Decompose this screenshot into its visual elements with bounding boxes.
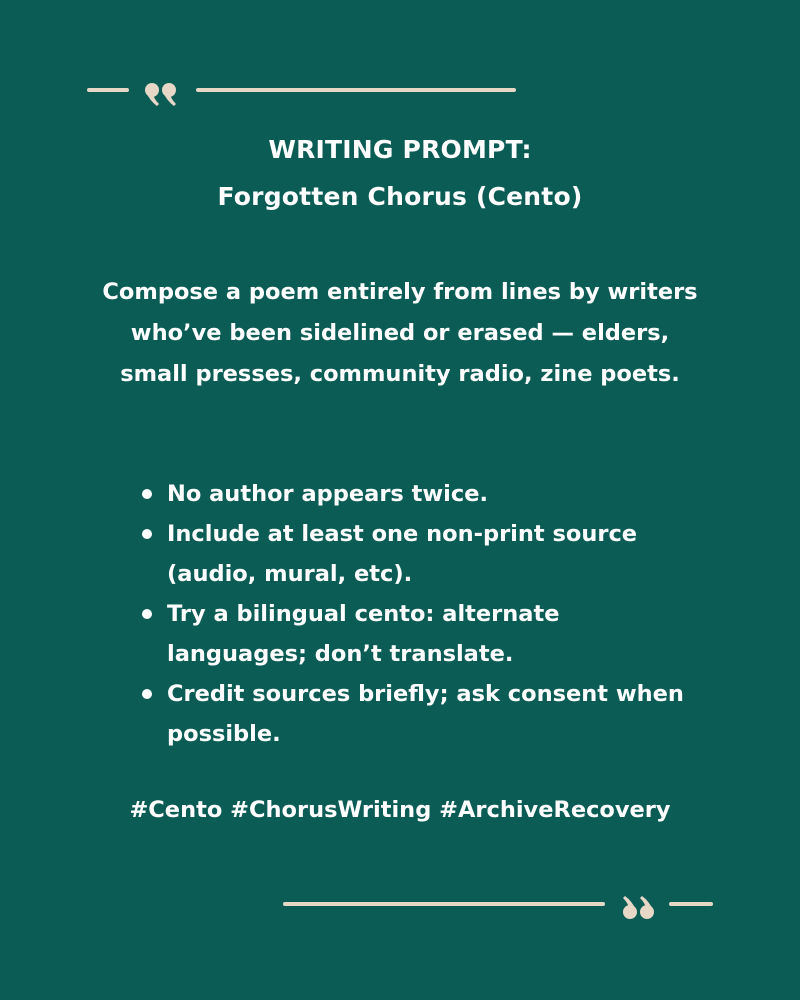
bottom-right-divider <box>669 902 713 906</box>
prompt-description: Compose a poem entirely from lines by writers who’ve been sidelined or erased — elders, small presses, community radio, zine poets. <box>102 279 698 387</box>
list-item <box>140 474 700 514</box>
top-left-divider <box>87 88 129 92</box>
bullet-icon <box>142 689 152 699</box>
list-item <box>140 514 700 594</box>
rule-text: Include at least one non-print source (audio, mural, etc). <box>167 521 638 587</box>
bullet-icon <box>142 489 152 499</box>
prompt-label: WRITING PROMPT: <box>268 135 532 164</box>
prompt-title: Forgotten Chorus (Cento) <box>217 182 583 211</box>
open-quote-icon <box>142 79 182 109</box>
rule-text: Try a bilingual cento: alternate languages; don’t translate. <box>167 601 560 667</box>
hashtags: #Cento #ChorusWriting #ArchiveRecovery <box>129 797 671 823</box>
rule-text: No author appears twice. <box>167 481 489 507</box>
top-right-divider <box>196 88 516 92</box>
close-quote-icon <box>617 893 657 923</box>
bullet-icon <box>142 529 152 539</box>
bottom-left-divider <box>283 902 605 906</box>
rules-list <box>140 474 700 754</box>
list-item <box>140 674 700 754</box>
rule-text: Credit sources briefly; ask consent when possible. <box>167 681 684 747</box>
bullet-icon <box>142 609 152 619</box>
list-item <box>140 594 700 674</box>
